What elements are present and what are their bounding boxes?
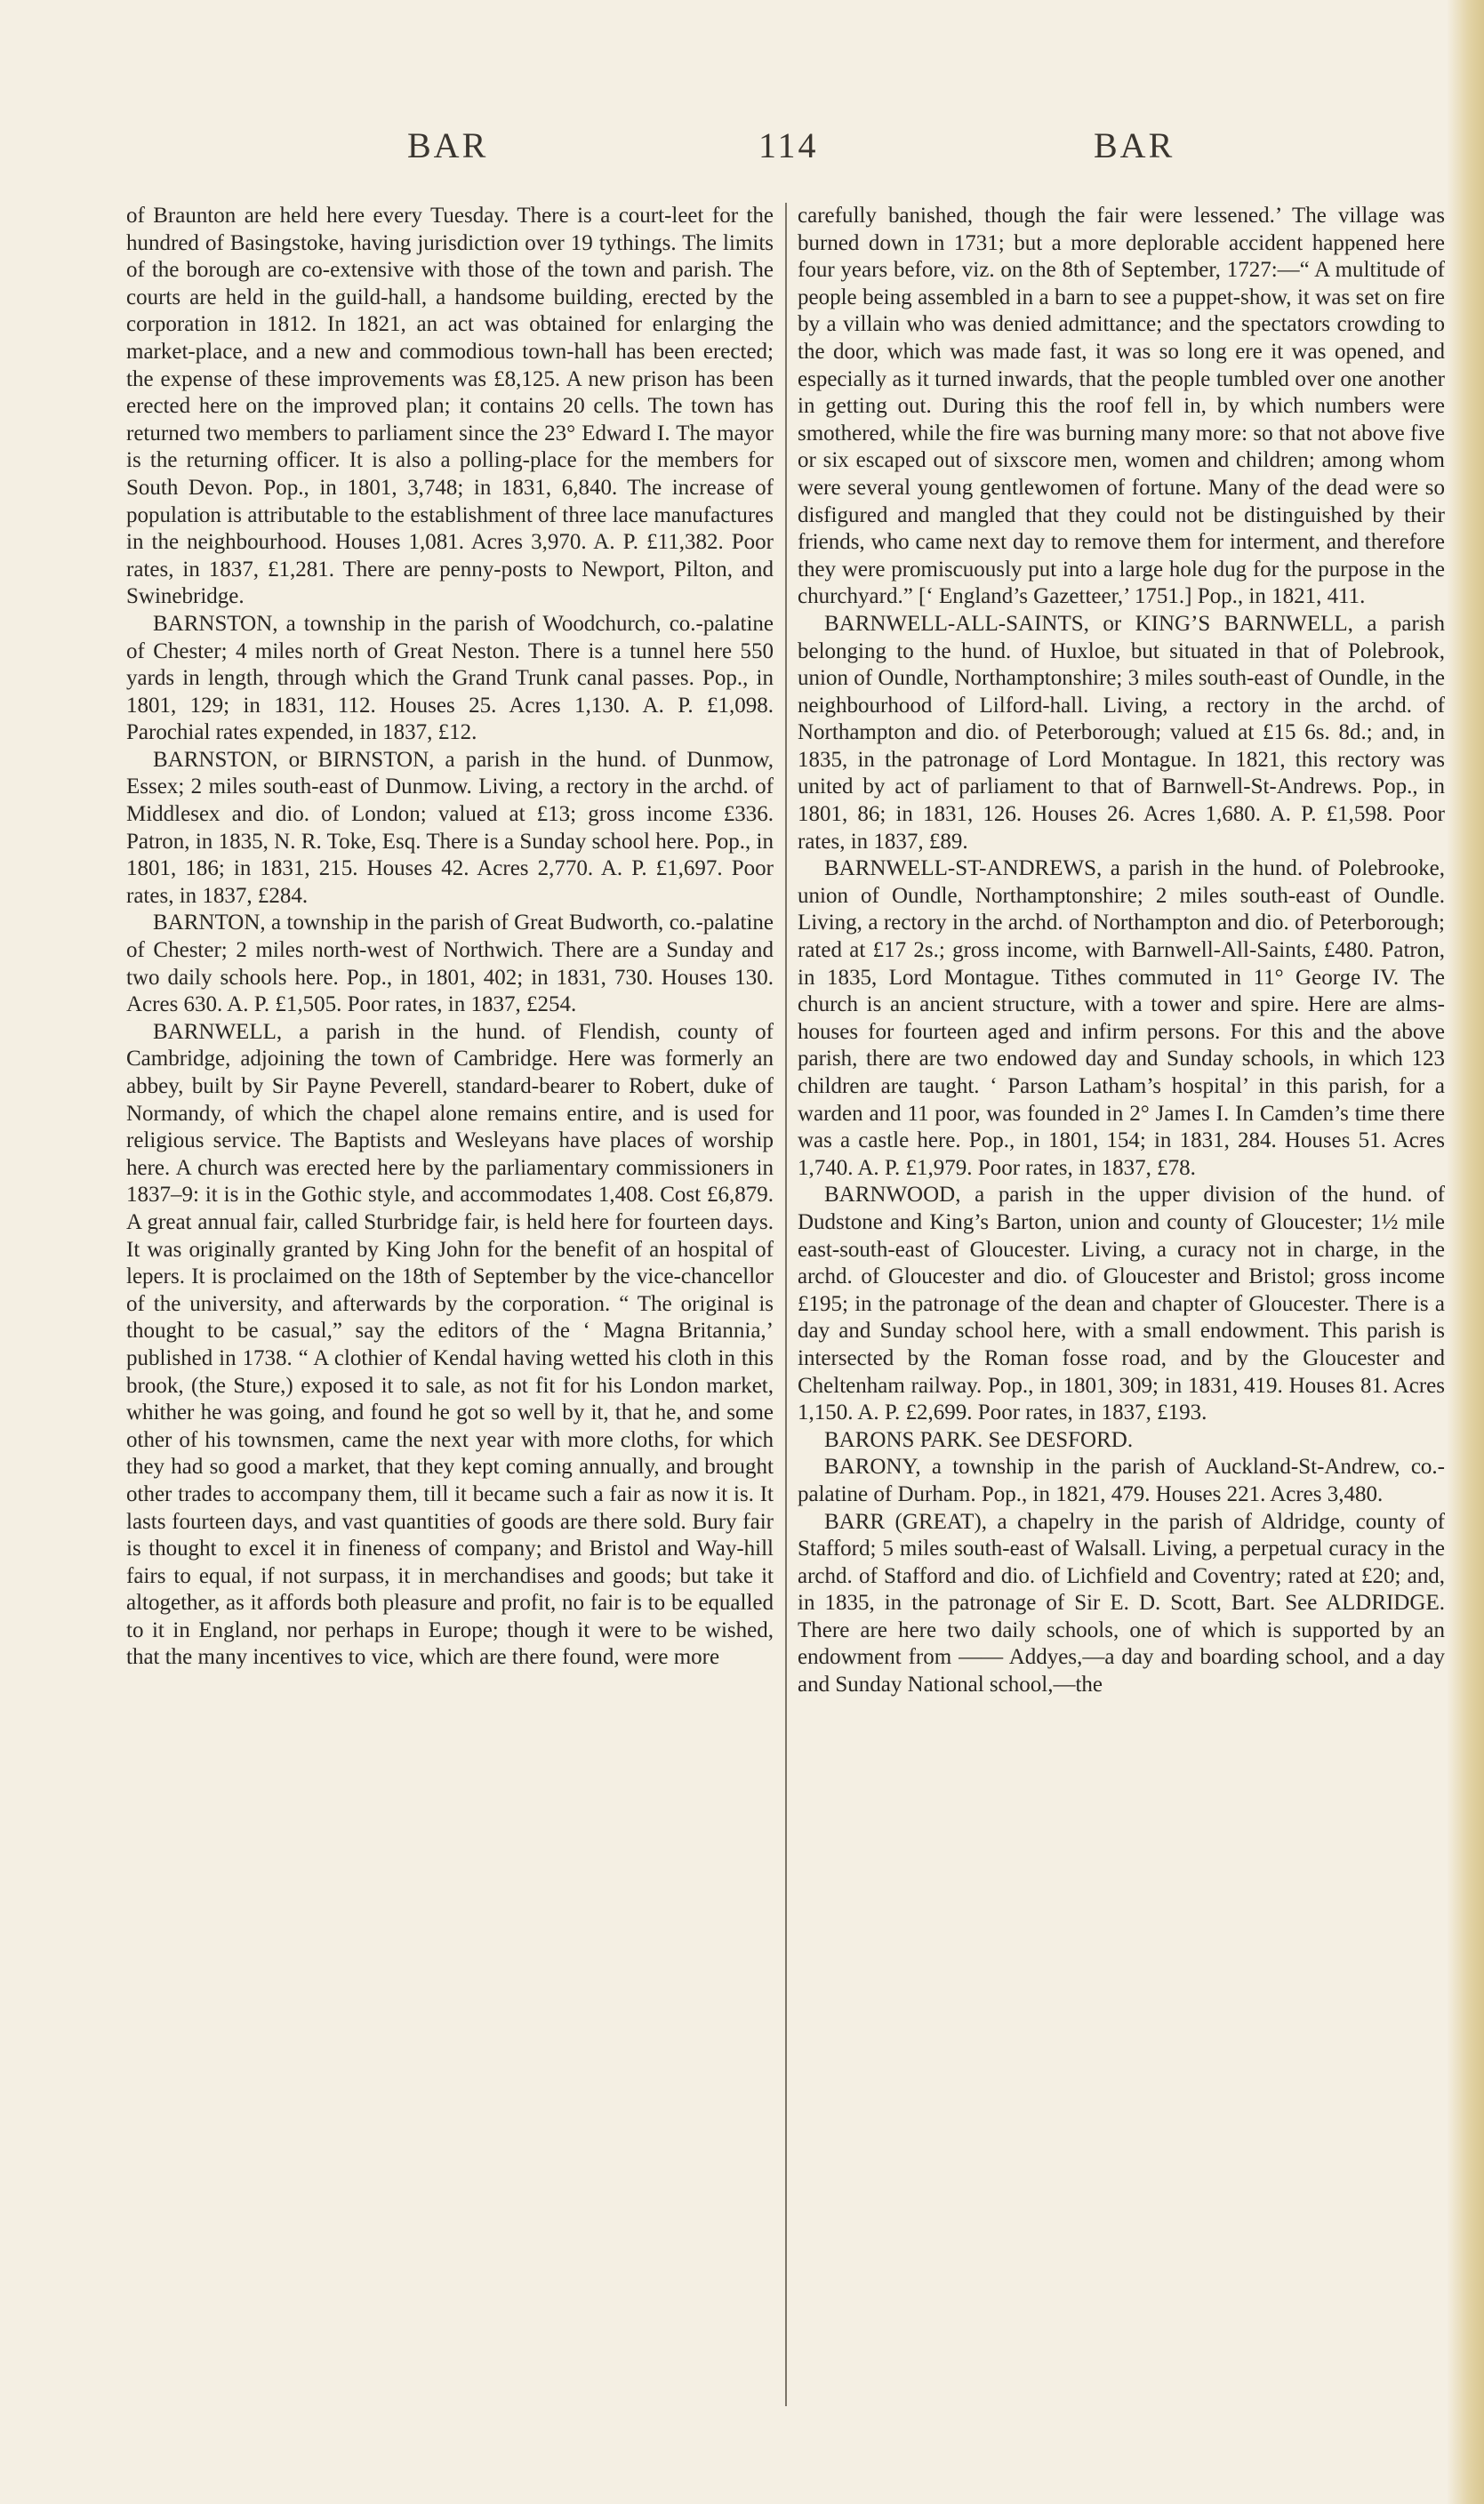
entry-paragraph: BARONS PARK. See DESFORD. [824,1427,1134,1452]
entry-paragraph: BARNSTON, a township in the parish of Woodchurch, co.-palatine of Chester; 4 miles north of Great Neston. There is a tunnel here 550 yards in length, through which the Grand Trunk canal passes. Pop., in 1801, 129; in 1831, 112. Houses 25. Acres 1,130. A. P. £1,098. Parochial rates expended, in 1837, £12. [126,611,774,745]
right-column [798,203,1445,1699]
entry-paragraph: BARNWELL-ALL-SAINTS, or KING’S BARNWELL, a parish belonging to the hund. of Huxloe, but situated in that of Polebrook, union of Oundle, Northamptonshire; 3 miles south-east of Oundle, in the neighbourhood of Lilford-hall. Living, a rectory in the archd. of Northampton and dio. of Peterborough; valued at £15 6s. 8d.; and, in 1835, in the patronage of Lord Montague. In 1821, this rectory was united by act of parliament to that of Barnwell-St-Andrews. Pop., in 1801, 86; in 1831, 126. Houses 26. Acres 1,680. A. P. £1,598. Poor rates, in 1837, £89. [798,611,1445,854]
entry-paragraph: BARNWOOD, a parish in the upper division of the hund. of Dudstone and King’s Barton, union and county of Gloucester; 1½ mile east-south-east of Gloucester. Living, a curacy not in charge, in the archd. of Gloucester and dio. of Gloucester and Bristol; gross income £195; in the patronage of the dean and chapter of Gloucester. There is a day and Sunday school here, with a small endowment. This parish is intersected by the Roman fosse road, and by the Gloucester and Cheltenham railway. Pop., in 1801, 309; in 1831, 419. Houses 81. Acres 1,150. A. P. £2,699. Poor rates, in 1837, £193. [798,1183,1445,1425]
entry-paragraph: of Braunton are held here every Tuesday. There is a court-leet for the hundred of Basingstoke, having jurisdiction over 19 tythings. The limits of the borough are co-extensive with those of the town and parish. The courts are held in the guild-hall, a handsome building, erected by the corporation in 1812. In 1821, an act was obtained for enlarging the market-place, and a new and commodious town-hall has been erected; the expense of these improvements was £8,125. A new prison has been erected here on the improved plan; it contains 20 cells. The town has returned two members to parliament since the 23° Edward I. The mayor is the returning officer. It is also a polling-place for the members for South Devon. Pop., in 1801, 3,748; in 1831, 6,840. The increase of population is attributable to the establishment of three lace manufactures in the neighbourhood. Houses 1,081. Acres 3,970. A. P. £11,382. Poor rates, in 1837, £1,281. There are penny-posts to Newport, Pilton, and Swinebridge. [126,204,774,609]
entry-paragraph: BARNWELL, a parish in the hund. of Flendish, county of Cambridge, adjoining the town of Cambridge. Here was formerly an abbey, built by Sir Payne Peverell, standard-bearer to Robert, duke of Normandy, of which the chapel alone remains entire, and is used for religious service. The Baptists and Wesleyans have places of worship here. A church was erected here by the parliamentary commissioners in 1837–9: it is in the Gothic style, and accommodates 1,408. Cost £6,879. A great annual fair, called Sturbridge fair, is held here for fourteen days. It was originally granted by King John for the benefit of an hospital of lepers. It is proclaimed on the 18th of September by the vice-chancellor of the university, and afterwards by the corporation. “ The original is thought to be casual,” say the editors of the ‘ Magna Britannia,’ published in 1738. “ A clothier of Kendal having wetted his cloth in this brook, (the Sture,) exposed it to sale, as not fit for his London market, whither he was going, and found he got so well by it, that he, and some other of his townsmen, came the next year with more cloths, for which they had so good a market, that they kept coming annually, and brought other trades to accompany them, till it became such a fair as now it is. It lasts fourteen days, and vast quantities of goods are there sold. Bury fair is thought to excel it in fineness of company; and Bristol and Way-hill fairs to equal, if not surpass, it in merchandises and goods; but take it altogether, as it affords both pleasure and profit, no fair is to be equalled to it in England, nor perhaps in Europe; though it were to be wished, that the many incentives to vice, which are there found, were more [126,1019,774,1670]
header-left-word: BAR [407,125,489,165]
running-header [124,124,1360,178]
entry-paragraph: BARONY, a township in the parish of Auckland-St-Andrew, co.-palatine of Durham. Pop., in 1821, 479. Houses 221. Acres 3,480. [798,1455,1445,1506]
entry-paragraph: BARNTON, a township in the parish of Great Budworth, co.-palatine of Chester; 2 miles north-west of Northwich. There are a Sunday and two daily schools here. Pop., in 1801, 402; in 1831, 730. Houses 130. Acres 630. A. P. £1,505. Poor rates, in 1837, £254. [126,911,774,1017]
page-edge [1447,0,1484,2504]
header-right-word: BAR [1094,125,1175,165]
left-column [126,203,774,1672]
entry-paragraph: BARR (GREAT), a chapelry in the parish of Aldridge, county of Stafford; 5 miles south-east of Walsall. Living, a perpetual curacy in the archd. of Stafford and dio. of Lichfield and Coventry; rated at £20; and, in 1835, in the patronage of Sir E. D. Scott, Bart. See ALDRIDGE. There are here two daily schools, one of which is supported by an endowment from —— Addyes,—a day and boarding school, and a day and Sunday National school,—the [798,1509,1445,1697]
entry-paragraph: BARNWELL-ST-ANDREWS, a parish in the hund. of Polebrooke, union of Oundle, Northamptonshire; 2 miles south-east of Oundle. Living, a rectory in the archd. of Northampton and dio. of Peterborough; rated at £17 2s.; gross income, with Barnwell-All-Saints, £480. Patron, in 1835, Lord Montague. Tithes commuted in 11° George IV. The church is an ancient structure, with a tower and spire. Here are alms-houses for fourteen aged and infirm persons. For this and the above parish, there are two endowed day and Sunday schools, in which 123 children are taught. ‘ Parson Latham’s hospital’ in this parish, for a warden and 11 poor, was founded in 2° James I. In Camden’s time there was a castle here. Pop., in 1801, 154; in 1831, 284. Houses 51. Acres 1,740. A. P. £1,979. Poor rates, in 1837, £78. [798,856,1445,1180]
page-number: 114 [758,125,819,165]
entry-paragraph: BARNSTON, or BIRNSTON, a parish in the hund. of Dunmow, Essex; 2 miles south-east of Dunmow. Living, a rectory in the archd. of Middlesex and dio. of London; valued at £13; gross income £336. Patron, in 1835, N. R. Toke, Esq. There is a Sunday school here. Pop., in 1801, 186; in 1831, 215. Houses 42. Acres 2,770. A. P. £1,697. Poor rates, in 1837, £284. [126,747,774,908]
entry-paragraph: carefully banished, though the fair were lessened.’ The village was burned down in 1731; but a more deplorable accident happened here four years before, viz. on the 8th of September, 1727:—“ A multitude of people being assembled in a barn to see a puppet-show, it was set on fire by a villain who was denied admittance; and the spectators crowding to the door, which was made fast, it was so long ere it was opened, and especially as it turned inwards, that the people tumbled over one another in getting out. During this the roof fell in, by which numbers were smothered, while the fire was burning many more: so that not above five or six escaped out of sixscore men, women and children; among whom were several young gentlewomen of fortune. Many of the dead were so disfigured and mangled that they could not be distinguished by their friends, who came next day to remove them for interment, and therefore they were promiscuously put into a large hole dug for the purpose in the churchyard.” [‘ England’s Gazetteer,’ 1751.] Pop., in 1821, 411. [798,204,1445,609]
column-divider [785,203,787,2406]
